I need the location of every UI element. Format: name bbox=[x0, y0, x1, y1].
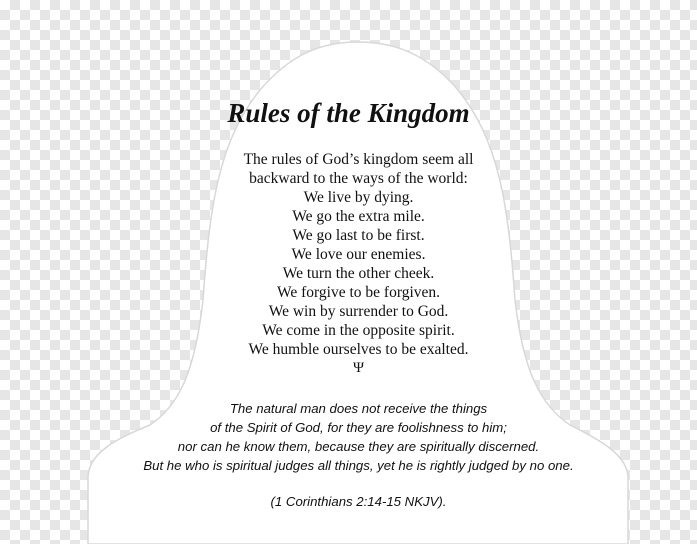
rules-line: We turn the other cheek. bbox=[282, 265, 435, 282]
rules-list bbox=[0, 150, 697, 378]
rules-line: We humble ourselves to be exalted. bbox=[248, 341, 469, 358]
rules-line: We come in the opposite spirit. bbox=[262, 322, 455, 339]
rules-line: We forgive to be forgiven. bbox=[276, 284, 441, 301]
page-title: Rules of the Kingdom bbox=[227, 98, 470, 128]
verse-line: nor can he know them, because they are spiritually discerned. bbox=[177, 439, 540, 454]
verse-line: But he who is spiritual judges all things, yet he is rightly judged by no one. bbox=[143, 458, 574, 473]
verse-line: The natural man does not receive the things bbox=[229, 401, 488, 416]
scripture-quote bbox=[0, 399, 697, 475]
rules-line: We go the extra mile. bbox=[292, 208, 425, 225]
rules-line: We love our enemies. bbox=[291, 246, 426, 263]
rules-line: We win by surrender to God. bbox=[268, 303, 449, 320]
rules-line: The rules of God’s kingdom seem all bbox=[243, 151, 474, 168]
psi-symbol-icon: Ψ bbox=[352, 360, 365, 376]
rules-line: We go last to be first. bbox=[292, 227, 425, 244]
rules-line: backward to the ways of the world: bbox=[249, 170, 468, 187]
rules-line: We live by dying. bbox=[303, 189, 414, 206]
scripture-reference: (1 Corinthians 2:14-15 NKJV). bbox=[270, 494, 447, 509]
verse-line: of the Spirit of God, for they are foolishness to him; bbox=[210, 420, 507, 435]
